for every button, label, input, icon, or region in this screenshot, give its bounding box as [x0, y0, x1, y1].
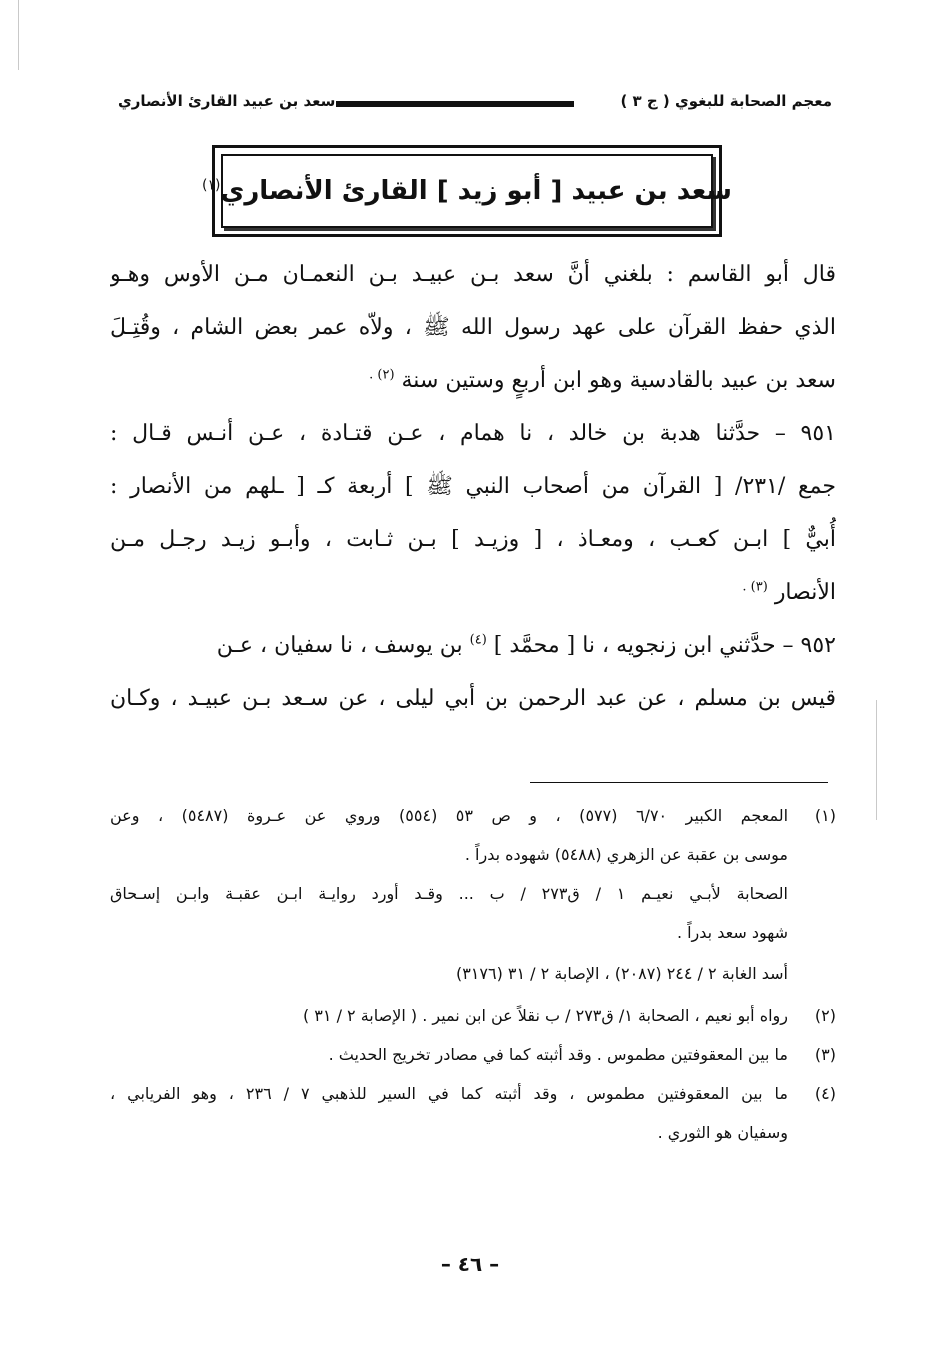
- footnote-text: المعجم الكبير ٦/٧٠ (٥٧٧) ، و ص ٥٣ (٥٥٤) وروي عن عـروة (٥٤٨٧) ، وعن: [110, 806, 789, 825]
- header-rule: [336, 101, 574, 107]
- text-line: [110, 354, 836, 407]
- footnote-line: [110, 996, 836, 1035]
- main-text: [110, 248, 836, 725]
- entry-title: [202, 176, 732, 206]
- footnote-text: أسد الغابة ٢ / ٢٤٤ (٢٠٨٧) ، الإصابة ٢ / ٣١ (٣١٧٦): [455, 964, 788, 983]
- footnote-line: [110, 835, 836, 874]
- footnote-line: [110, 874, 836, 913]
- header-book-title: معجم الصحابة للبغوي ( ج ٣ ): [620, 92, 832, 110]
- text-line-content: بن يوسف ، نا سفيان ، عـن: [216, 633, 463, 658]
- title-footnote-ref: (١): [202, 177, 221, 194]
- footnote-text: ما بين المعقوفتين مطموس . وقد أثبته كما في مصادر تخريج الحديث .: [328, 1045, 788, 1064]
- hadith-line: [110, 619, 836, 672]
- footnote-ref: (٤): [469, 632, 487, 648]
- text-line: قال أبو القاسم : بلغني أنَّ سعد بـن عبيـد بـن النعمـان مـن الأوس وهـو: [110, 262, 836, 287]
- scan-artifact: [18, 0, 19, 70]
- text-line-content: سعد بن عبيد بالقادسية وهو ابن أربعٍ وستين سنة: [401, 368, 836, 393]
- entry-title-box: [202, 145, 732, 237]
- footnote-number: (١): [814, 806, 836, 825]
- footnote-number: (٤): [814, 1084, 836, 1103]
- scan-artifact: [876, 700, 877, 820]
- footnote-number: (٣): [814, 1045, 836, 1064]
- footnote-line: [110, 1113, 836, 1152]
- footnotes: [110, 796, 836, 1152]
- text-line: الذي حفظ القرآن على عهد رسول الله ﷺ ، ولاّه عمر بعض الشام ، وقُتِـلَ: [110, 315, 836, 340]
- footnote-text: الصحابة لأبـي نعيـم ١ / ق٢٧٣ / ب ... وقـد أورد روايـة ابـن عقبـة وابـن إسـحاق: [110, 884, 789, 903]
- hadith-line: ٩٥١ – حدَّثنا هدبة بن خالد ، نا همام ، عـن قتـادة ، عـن أنـس قـال :: [110, 421, 836, 446]
- page-number: – ٤٦ –: [440, 1252, 500, 1276]
- text-line-content: ٩٥٢ – حدَّثني ابن زنجويه ، نا [ محمَّد ]: [493, 633, 836, 658]
- entry-title-text: سعد بن عبيد [ أبو زيد ] القارئ الأنصاري: [220, 176, 732, 206]
- footnote-separator: [530, 782, 828, 783]
- running-header: [118, 92, 832, 116]
- footnote-text: ما بين المعقوفتين مطموس ، وقد أثبته كما في السير للذهبي ٧ / ٢٣٦ ، وهو الفريابي ،: [110, 1084, 788, 1103]
- footnote-line: [110, 1074, 836, 1113]
- text-line-content: الأنصار: [774, 580, 836, 605]
- text-line: [110, 566, 836, 619]
- footnote-line: [110, 913, 836, 952]
- footnote-line: [110, 952, 836, 996]
- header-entry-title: سعد بن عبيد القارئ الأنصاري: [118, 92, 336, 110]
- footnote-ref: (٢) .: [369, 367, 395, 383]
- footnote-number: (٢): [814, 1006, 836, 1025]
- footnote-line: [110, 1035, 836, 1074]
- text-line: قيس بن مسلم ، عن عبد الرحمن بن أبي ليلى ، عن سـعد بـن عبيـد ، وكـان: [110, 686, 836, 711]
- footnote-ref: (٣) .: [742, 579, 768, 595]
- footnote-text: موسى بن عقبة عن الزهري (٥٤٨٨) شهوده بدراً .: [464, 845, 788, 864]
- footnote-text: شهود سعد بدراً .: [676, 923, 788, 942]
- footnote-text: وسفيان هو الثوري .: [657, 1123, 788, 1142]
- text-line: جمع /٢٣١/ [ القرآن من أصحاب النبي ﷺ ] أربعة كـ [ ـلهم من الأنصار :: [110, 474, 836, 499]
- text-line: أُبيٌّ ] ابـن كعـب ، ومعـاذ ، [ وزيـد ] بـن ثـابت ، وأبـو زيـد رجـل مـن: [110, 527, 836, 552]
- footnote-text: رواه أبو نعيم ، الصحابة ١/ ق٢٧٣ / ب نقلاً عن ابن نمير . ( الإصابة ٢ / ٣١ ): [302, 1006, 788, 1025]
- footnote-line: [110, 796, 836, 835]
